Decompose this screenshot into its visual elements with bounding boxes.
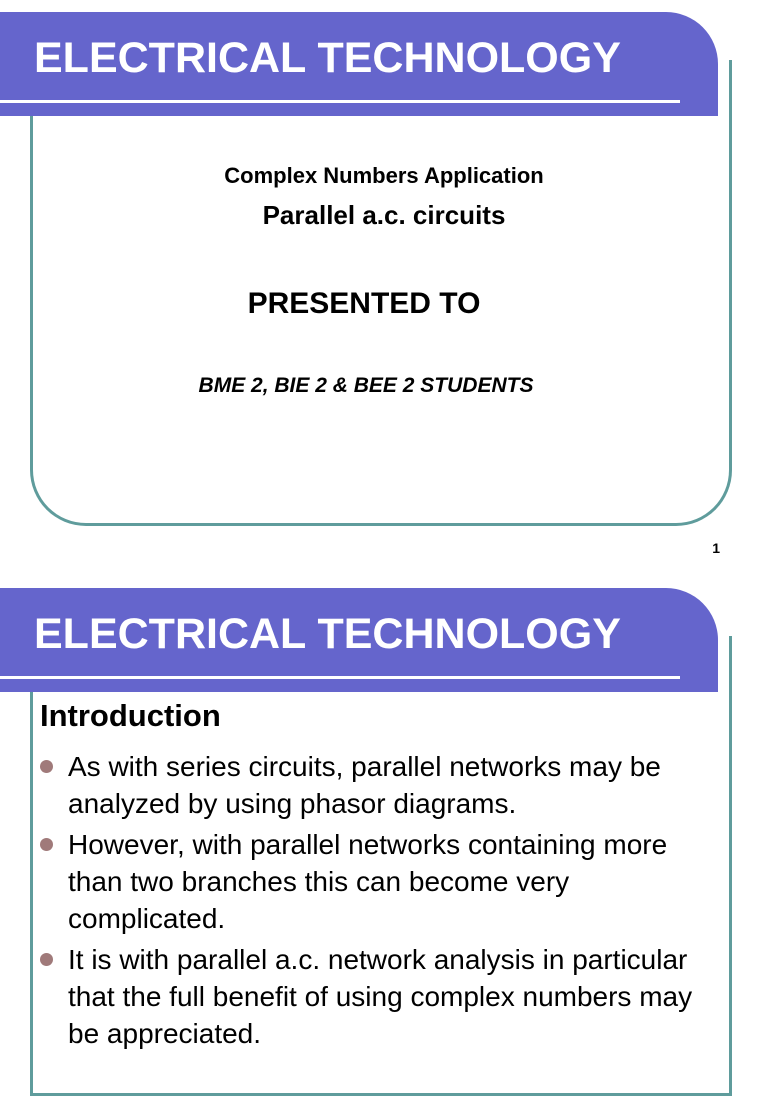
subtitle-primary: Complex Numbers Application <box>224 163 544 188</box>
title-underline <box>0 676 680 679</box>
presented-to-label: PRESENTED TO <box>247 287 481 320</box>
bullet-text: It is with parallel a.c. network analysis in particular that the full benefit of using complex numbers may be appreciated. <box>68 944 693 1049</box>
bullet-text: As with series circuits, parallel networks may be analyzed by using phasor diagrams. <box>68 751 661 819</box>
list-item <box>40 748 700 822</box>
slide-title: ELECTRICAL TECHNOLOGY <box>34 34 621 82</box>
bullet-dot-icon <box>40 760 53 773</box>
list-item <box>40 941 700 1052</box>
section-heading: Introduction <box>40 698 221 733</box>
bullet-dot-icon <box>40 953 53 966</box>
title-underline <box>0 100 680 103</box>
bullet-list <box>40 748 700 1056</box>
slide-2 <box>0 576 768 1049</box>
subtitle-secondary: Parallel a.c. circuits <box>262 200 506 230</box>
slide-title: ELECTRICAL TECHNOLOGY <box>34 610 621 658</box>
bullet-dot-icon <box>40 838 53 851</box>
list-item <box>40 826 700 937</box>
page-number: 1 <box>712 540 720 556</box>
title-bar <box>0 588 718 692</box>
title-bar <box>0 12 718 116</box>
bullet-text: However, with parallel networks containing more than two branches this can become very complicated. <box>68 829 668 934</box>
audience-text: BME 2, BIE 2 & BEE 2 STUDENTS <box>198 374 534 397</box>
